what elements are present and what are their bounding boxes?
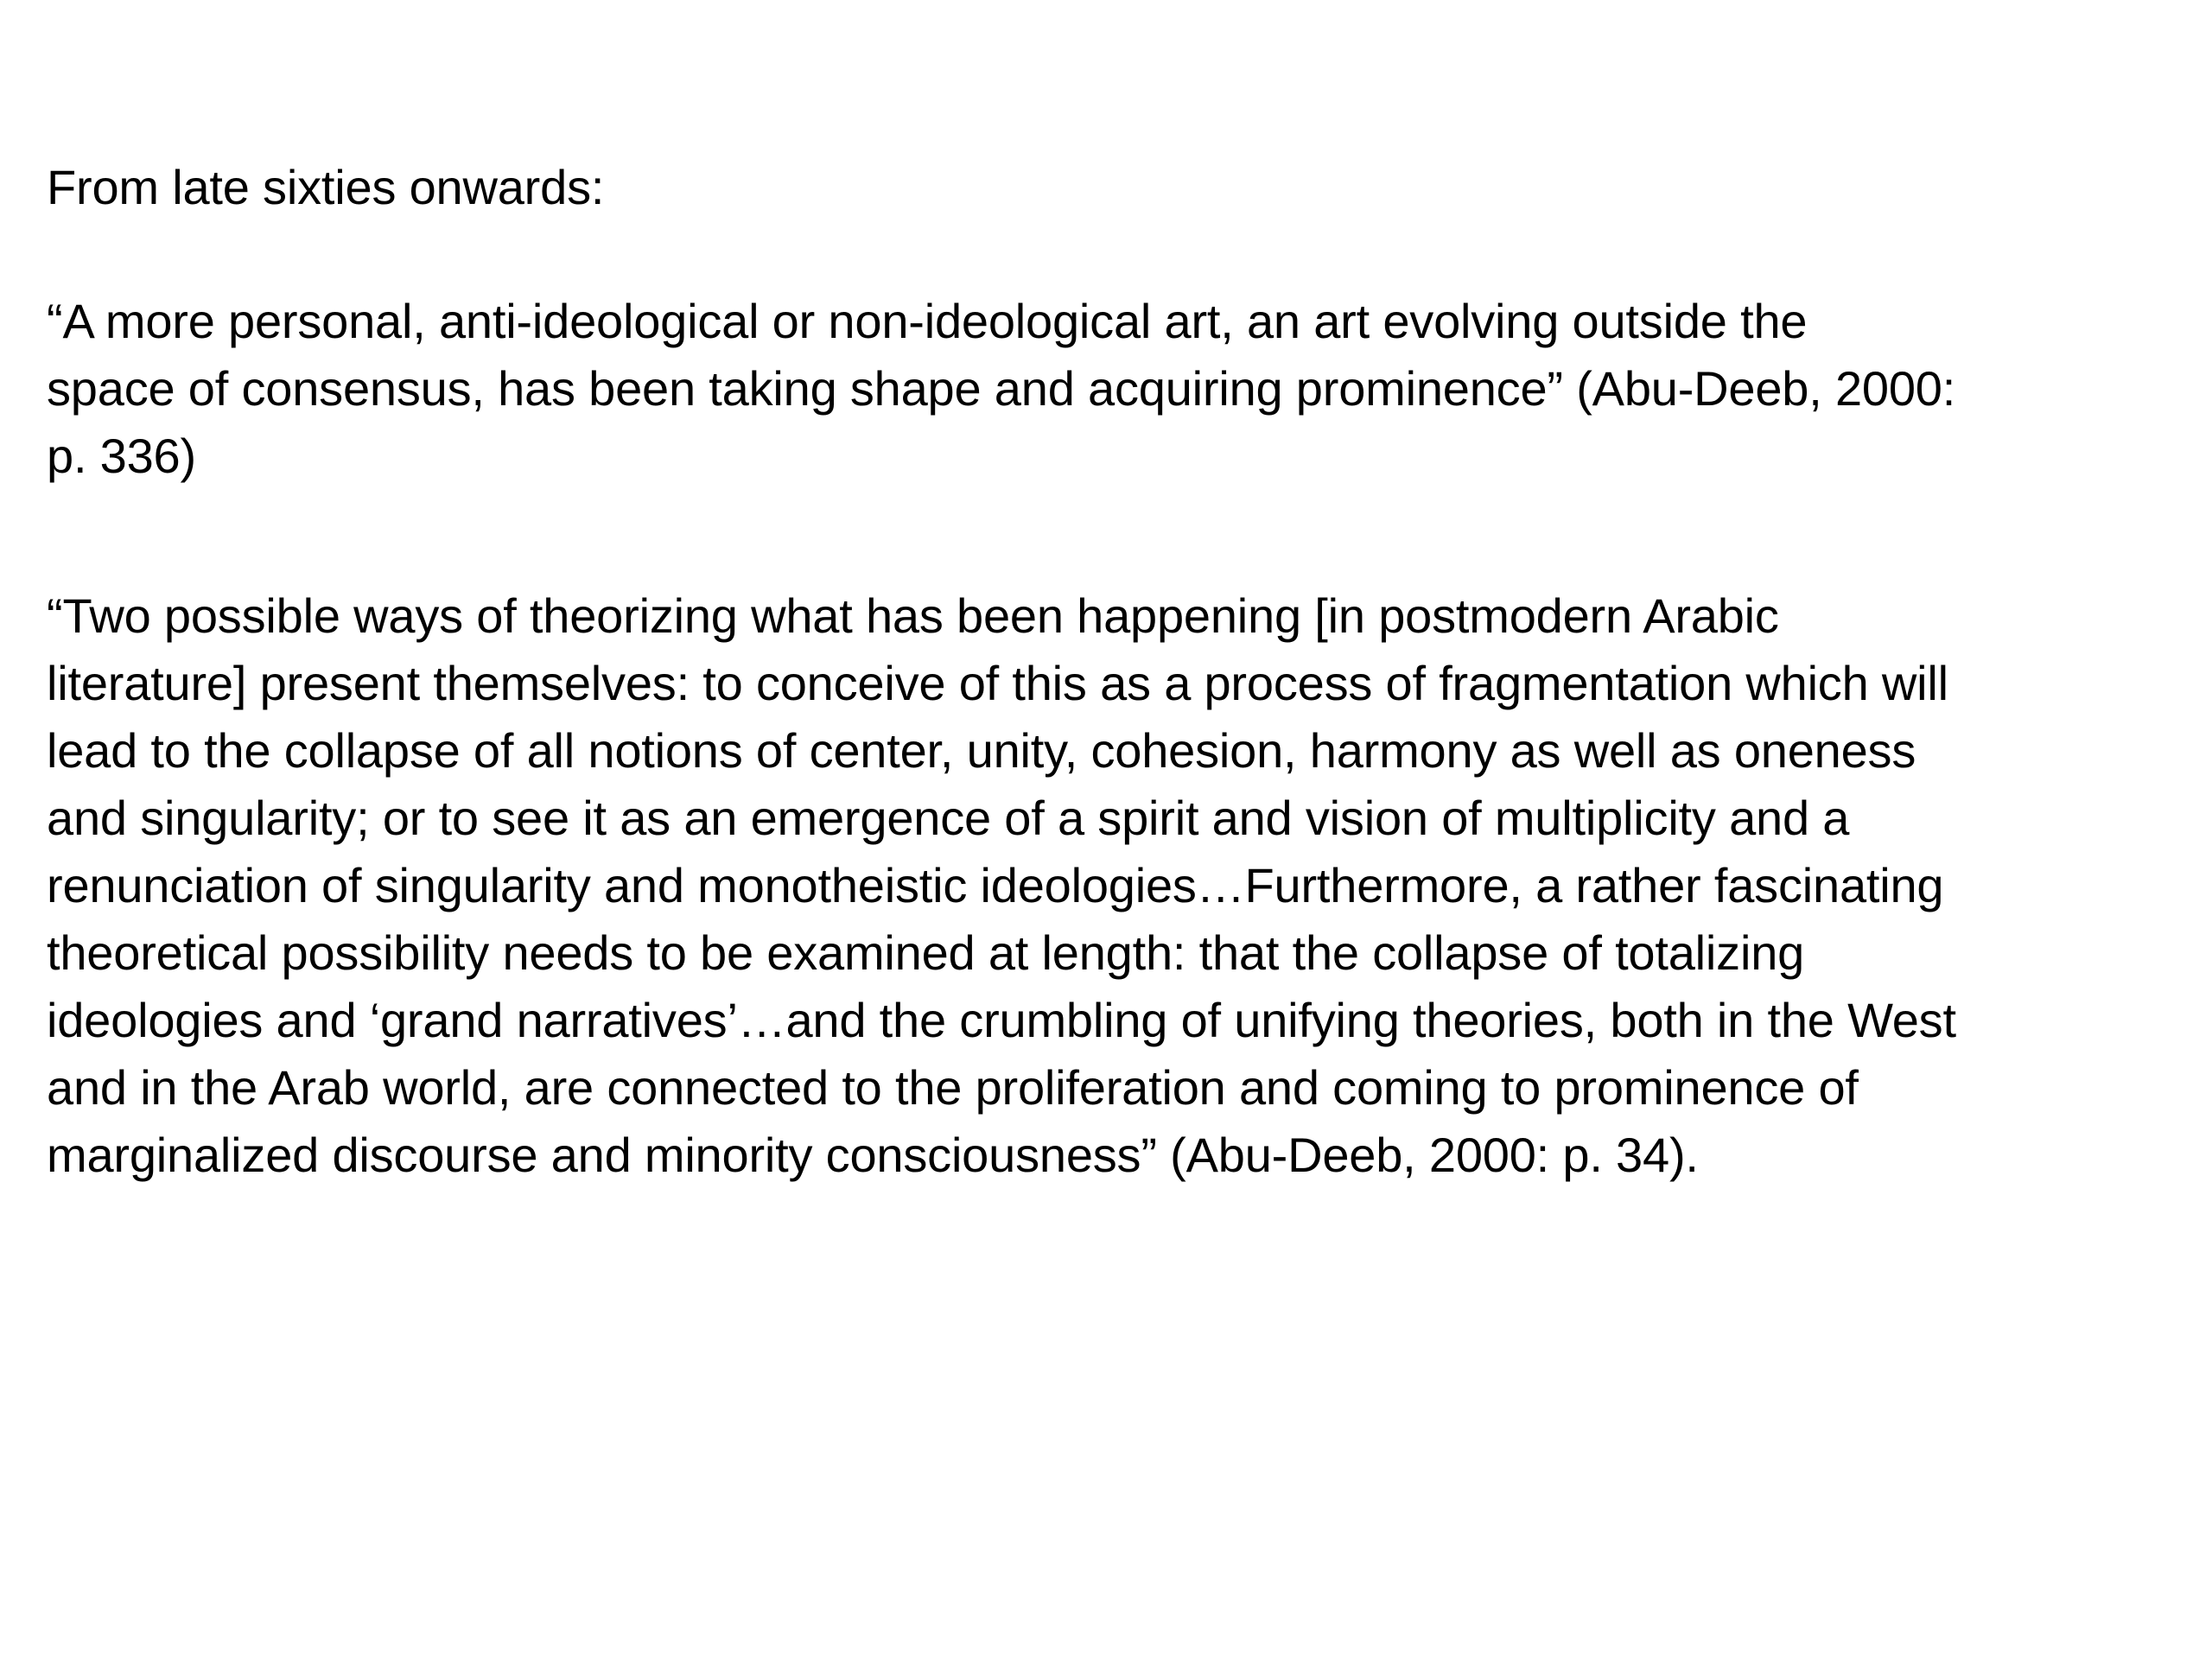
quote2-line: ideologies and ‘grand narratives’…and the crumbling of unifying theories, both in the West [47, 993, 1956, 1047]
quote-paragraph-2 [47, 582, 2155, 1189]
slide-text-body [47, 154, 2155, 1189]
quote1-line: space of consensus, has been taking shape and acquiring prominence” (Abu-Deeb, 2000: [47, 361, 1956, 416]
quote2-line: renunciation of singularity and monotheistic ideologies…Furthermore, a rather fascinating [47, 858, 1944, 912]
quote1-line: “A more personal, anti-ideological or non-ideological art, an art evolving outside the [47, 294, 1808, 348]
quote2-line: and in the Arab world, are connected to the proliferation and coming to prominence of [47, 1060, 1859, 1115]
quote2-line: and singularity; or to see it as an emergence of a spirit and vision of multiplicity and a [47, 791, 1850, 845]
quote2-line: literature] present themselves: to conceive of this as a process of fragmentation which will [47, 656, 1948, 710]
intro-line: From late sixties onwards: [47, 160, 605, 214]
quote2-line: lead to the collapse of all notions of center, unity, cohesion, harmony as well as oneness [47, 723, 1916, 778]
quote2-line: theoretical possibility needs to be examined at length: that the collapse of totalizing [47, 925, 1805, 980]
quote-paragraph-1 [47, 288, 2155, 490]
quote1-line: p. 336) [47, 429, 196, 483]
intro-heading [47, 154, 2155, 221]
quote2-line: marginalized discourse and minority consciousness” (Abu-Deeb, 2000: p. 34). [47, 1128, 1699, 1182]
quote2-line: “Two possible ways of theorizing what has been happening [in postmodern Arabic [47, 588, 1779, 643]
